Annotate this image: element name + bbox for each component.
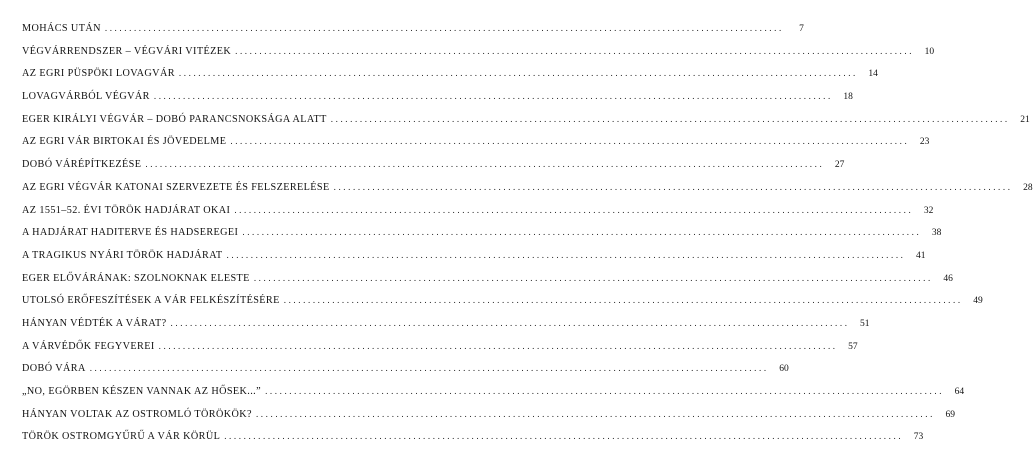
toc-dot-leader: ............................................................................................................................................ — [226, 249, 906, 260]
toc-dot-leader: ............................................................................................................................................ — [333, 181, 1013, 192]
toc-dot-leader: ............................................................................................................................................ — [253, 272, 933, 283]
toc-page-number: 23 — [919, 137, 930, 148]
toc-dot-leader: ............................................................................................................................................ — [89, 363, 769, 374]
toc-entry[interactable] — [22, 68, 878, 91]
toc-page-number: 64 — [954, 387, 965, 397]
toc-entry[interactable] — [22, 317, 870, 341]
toc-page-number: 14 — [868, 69, 878, 80]
toc-entry-title: DOBÓ VÁRA — [22, 363, 86, 375]
toc-entry-title: DOBÓ VÁRÉPÍTKEZÉSE — [22, 159, 142, 171]
toc-entry[interactable] — [22, 386, 965, 409]
toc-dot-leader: ............................................................................................................................................ — [145, 159, 825, 170]
toc-entry-title: LOVAGVÁRBÓL VÉGVÁR — [22, 91, 150, 103]
toc-dot-leader: ............................................................................................................................................ — [170, 317, 850, 328]
table-of-contents — [22, 23, 1033, 454]
toc-dot-leader: ............................................................................................................................................ — [153, 91, 833, 102]
toc-page-number: 21 — [1020, 114, 1030, 125]
toc-entry-title: AZ EGRI VÁR BIRTOKAI ÉS JÖVEDELME — [22, 136, 227, 148]
toc-dot-leader: ............................................................................................................................................ — [224, 431, 904, 442]
toc-entry[interactable] — [22, 23, 804, 46]
toc-entry-title: EGER KIRÁLYI VÉGVÁR – DOBÓ PARANCSNOKSÁGA ALATT — [22, 113, 327, 125]
toc-page-number: 60 — [779, 364, 789, 375]
toc-entry[interactable] — [22, 181, 1033, 205]
toc-dot-leader: ............................................................................................................................................ — [265, 386, 945, 396]
toc-dot-leader: ............................................................................................................................................ — [255, 408, 935, 419]
toc-entry-title: AZ 1551–52. ÉVI TÖRÖK HADJÁRAT OKAI — [22, 204, 231, 216]
toc-page-number: 73 — [913, 432, 924, 443]
toc-dot-leader: ............................................................................................................................................ — [104, 23, 784, 33]
toc-page-number: 69 — [945, 409, 955, 420]
toc-page-number: 38 — [931, 228, 942, 239]
toc-entry-title: UTOLSÓ ERŐFESZÍTÉSEK A VÁR FELKÉSZÍTÉSÉRE — [22, 295, 280, 307]
toc-page-number: 46 — [943, 273, 953, 284]
toc-entry-title: HÁNYAN VÉDTÉK A VÁRAT? — [22, 317, 167, 329]
toc-entry[interactable] — [22, 340, 858, 364]
toc-dot-leader: ............................................................................................................................................ — [283, 295, 963, 306]
toc-entry-title: A VÁRVÉDŐK FEGYVEREI — [22, 340, 155, 352]
toc-entry-title: VÉGVÁRRENDSZER – VÉGVÁRI VITÉZEK — [22, 45, 232, 57]
toc-entry[interactable] — [22, 91, 853, 114]
toc-entry[interactable] — [22, 363, 789, 386]
toc-dot-leader: ............................................................................................................................................ — [178, 68, 858, 79]
toc-page-number: 28 — [1023, 182, 1033, 193]
toc-page-number: 27 — [834, 160, 845, 171]
toc-entry[interactable] — [22, 272, 953, 296]
toc-page-number: 7 — [799, 24, 804, 34]
toc-entry-title: „NO, EGÖRBEN KÉSZEN VANNAK AZ HŐSEK...” — [22, 386, 262, 397]
toc-entry[interactable] — [22, 136, 930, 159]
toc-dot-leader: ............................................................................................................................................ — [242, 227, 922, 238]
toc-page-number: 18 — [843, 92, 853, 103]
toc-entry[interactable] — [22, 295, 983, 318]
toc-entry[interactable] — [22, 431, 924, 454]
toc-page-number: 57 — [848, 341, 858, 352]
toc-entry-title: HÁNYAN VOLTAK AZ OSTROMLÓ TÖRÖKÖK? — [22, 408, 252, 420]
toc-page-number: 32 — [923, 205, 934, 216]
toc-entry-title: A HADJÁRAT HADITERVE ÉS HADSEREGEI — [22, 227, 239, 239]
toc-entry-title: AZ EGRI VÉGVÁR KATONAI SZERVEZETE ÉS FELSZERELÉSE — [22, 181, 330, 193]
toc-entry-title: A TRAGIKUS NYÁRI TÖRÖK HADJÁRAT — [22, 249, 223, 261]
toc-entry-title: EGER ELŐVÁRÁNAK: SZOLNOKNAK ELESTE — [22, 272, 250, 284]
toc-entry-title: AZ EGRI PÜSPÖKI LOVAGVÁR — [22, 68, 175, 80]
toc-page-number: 10 — [924, 46, 935, 57]
toc-dot-leader: ............................................................................................................................................ — [235, 45, 915, 56]
toc-dot-leader: ............................................................................................................................................ — [330, 113, 1010, 124]
toc-entry[interactable] — [22, 227, 942, 250]
toc-dot-leader: ............................................................................................................................................ — [234, 204, 914, 215]
toc-dot-leader: ............................................................................................................................................ — [158, 340, 838, 351]
toc-entry-title: TÖRÖK OSTROMGYŰRŰ A VÁR KÖRÜL — [22, 431, 221, 443]
toc-entry-title: MOHÁCS UTÁN — [22, 23, 101, 34]
toc-entry[interactable] — [22, 113, 1030, 137]
toc-entry[interactable] — [22, 204, 934, 228]
toc-page-number: 51 — [860, 318, 870, 329]
toc-dot-leader: ............................................................................................................................................ — [230, 136, 910, 147]
toc-entry[interactable] — [22, 249, 926, 273]
toc-entry[interactable] — [22, 159, 845, 182]
toc-entry[interactable] — [22, 45, 935, 69]
toc-page-number: 49 — [973, 296, 983, 307]
toc-entry[interactable] — [22, 408, 955, 432]
toc-page-number: 41 — [916, 250, 926, 261]
